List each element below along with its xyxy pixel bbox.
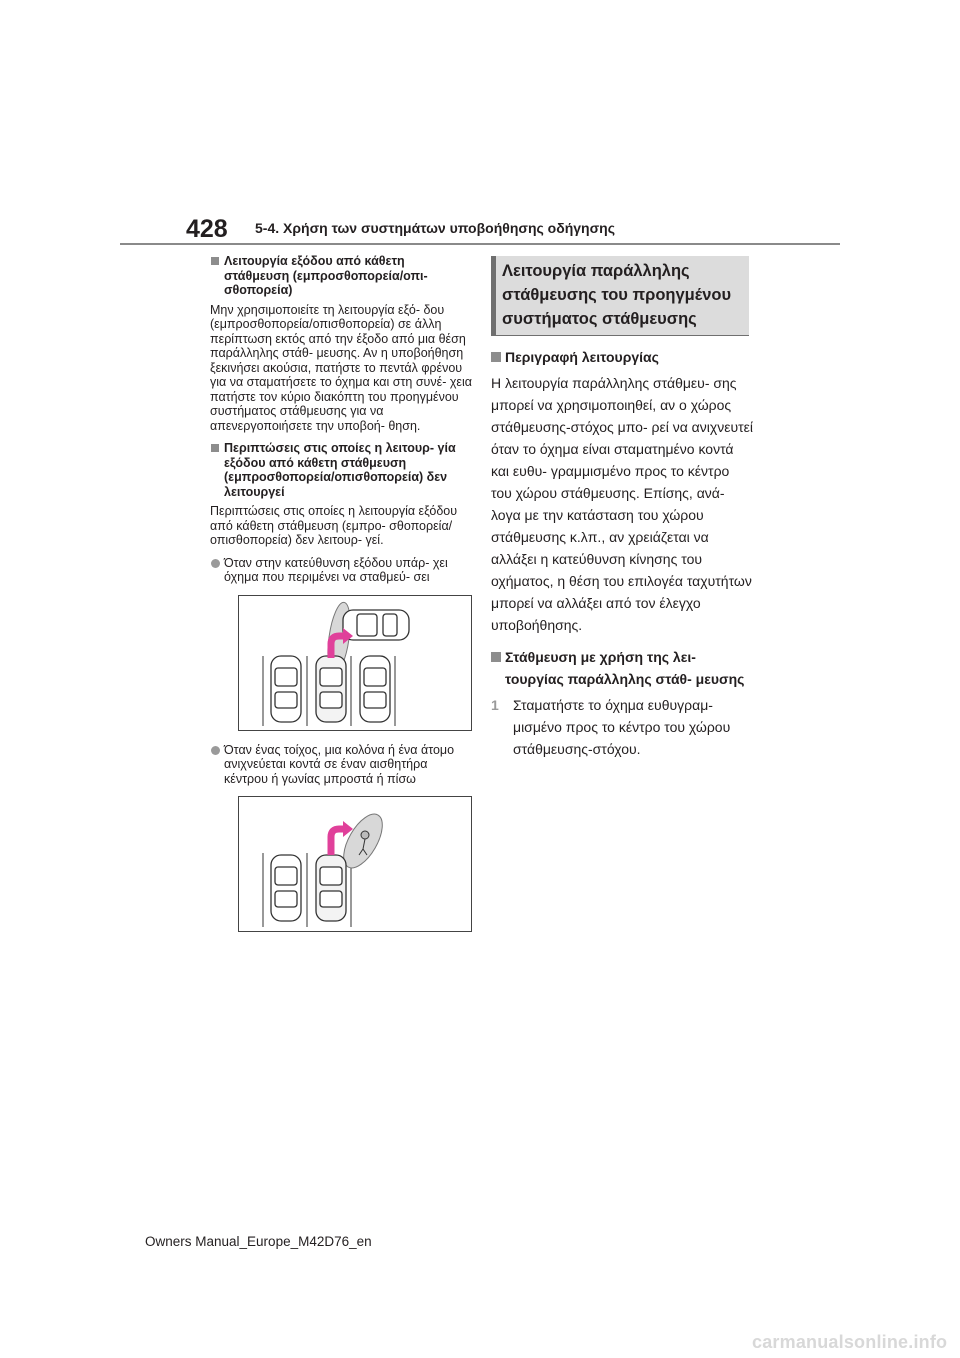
parking-diagram-waiting-vehicle-svg — [239, 596, 471, 730]
gray-square-icon — [211, 444, 219, 452]
illustration-waiting-vehicle — [238, 595, 472, 731]
left-column — [210, 254, 472, 944]
section-body-not-working: Περιπτώσεις στις οποίες η λειτουργία εξόδου από κάθετη στάθμευση (εμπρο- σθοπορεία/οπισθοπορεία) δεν λειτουρ- γεί. — [210, 504, 458, 547]
parking-diagram-obstacle-svg — [239, 797, 471, 931]
step-number: 1 — [491, 697, 499, 713]
right-column — [491, 256, 753, 760]
gray-square-icon — [491, 352, 501, 362]
bullet-item-waiting-vehicle: Όταν στην κατεύθυνση εξόδου υπάρ- χει όχημα που περιμένει να σταθμεύ- σει — [210, 556, 472, 585]
page-header-title: 5-4. Χρήση των συστημάτων υποβοήθησης οδήγησης — [255, 220, 616, 236]
gray-square-icon — [211, 257, 219, 265]
header-divider — [120, 243, 840, 245]
section-heading-exit-function: Λειτουργία εξόδου από κάθετη στάθμευση (εμπροσθοπορεία/οπι- σθοπορεία) — [210, 254, 472, 298]
footer-text: Owners Manual_Europe_M42D76_en — [145, 1234, 372, 1249]
bullet-item-wall-column-person: Όταν ένας τοίχος, μια κολόνα ή ένα άτομο ανιχνεύεται κοντά σε έναν αισθητήρα κέντρου ή γωνίας μπροστά ή πίσω — [210, 743, 472, 787]
section-heading-not-working: Περιπτώσεις στις οποίες η λειτουρ- γία εξόδου από κάθετη στάθμευση (εμπροσθοπορεία/οπισθοπορεία) δεν λειτουργεί — [210, 441, 472, 499]
subheading-parking-with-function: Στάθμευση με χρήση της λει- τουργίας παράλληλης στάθ- μευσης — [491, 646, 753, 690]
step-1 — [491, 694, 753, 760]
section-body-exit-function: Μην χρησιμοποιείτε τη λειτουργία εξό- δου (εμπροσθοπορεία/οπισθοπορεία) σε άλλη περίπτωση εκτός από την έξοδο από μια θέση παράλληλης στάθ- μευσης. Αν η υποβοήθηση ξεκινήσει ακούσια, πατήστε το πεντάλ φρένου για να σταματήσετε το όχημα και στη συνέ- χεια πατήστε τον κύριο διακόπτη του προηγμένου συστήματος στάθμευσης για να απενεργοποιήσετε την υποβοή- θηση. — [210, 302, 472, 433]
gray-circle-icon — [211, 559, 220, 568]
subheading-description: Περιγραφή λειτουργίας — [491, 346, 753, 368]
illustration-obstacle — [238, 796, 472, 932]
page-number: 428 — [186, 215, 228, 243]
watermark: carmanualsonline.info — [752, 1332, 948, 1352]
gray-square-icon — [491, 652, 501, 662]
section-title-parallel-parking: Λειτουργία παράλληλης στάθμευσης του προηγμένου συστήματος στάθμευσης — [491, 256, 749, 336]
step-text: Σταματήστε το όχημα ευθυγραμ- μισμένο προς το κέντρο του χώρου στάθμευσης-στόχου. — [513, 697, 731, 757]
gray-circle-icon — [211, 746, 220, 755]
description-body: Η λειτουργία παράλληλης στάθμευ- σης μπορεί να χρησιμοποιηθεί, αν ο χώρος στάθμευσης-στόχος μπο- ρεί να ανιχνευτεί όταν το όχημα είναι σταματημένο κοντά και ευθυ- γραμμισμένο προς το κέντρο του χώρου στάθμευσης. Επίσης, ανά- λογα με την κατάσταση του χώρου στάθμευσης κ.λπ., αν χρειάζεται να αλλάξει η κατεύθυνση κίνησης του οχήματος, η θέση του επιλογέα ταχυτήτων μπορεί να αλλάξει από τον έλεγχο υποβοήθησης. — [491, 375, 754, 633]
